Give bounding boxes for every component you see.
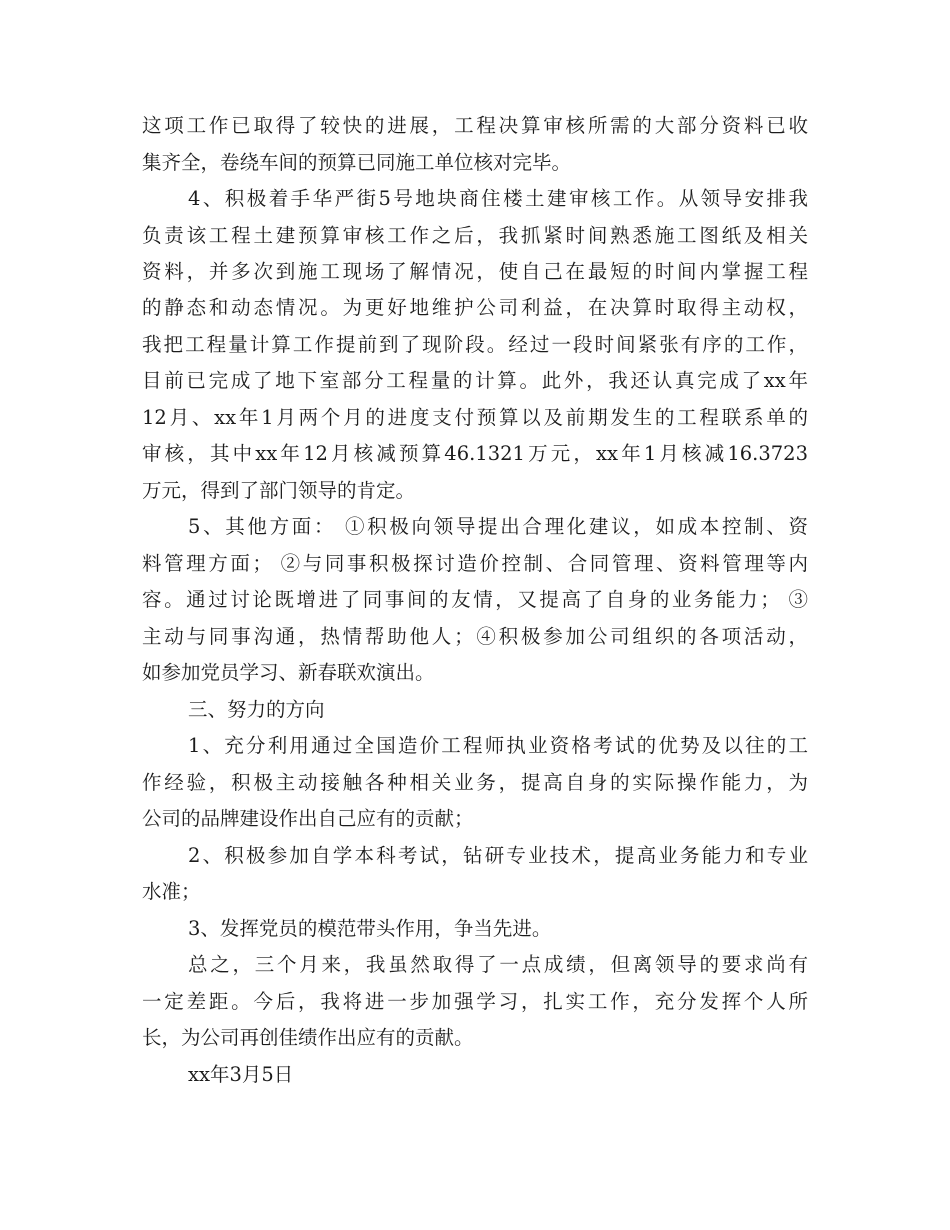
text-line: 的静态和动态情况。为更好地维护公司利益，在决算时取得主动权， [142, 296, 808, 319]
text-line: 主动与同事沟通，热情帮助他人；④积极参加公司组织的各项活动， [142, 625, 808, 648]
text-line: 3、发挥党员的模范带头作用，争当先进。 [188, 917, 552, 940]
text-line: 我把工程量计算工作提前到了现阶段。经过一段时间紧张有序的工作， [142, 333, 808, 356]
text-line: 公司的品牌建设作出自己应有的贡献； [142, 807, 474, 830]
text-line: 审核，其中xx年12月核减预算46.1321万元，xx年1月核减16.3723 [142, 442, 808, 465]
text-line: 负责该工程土建预算审核工作之后，我抓紧时间熟悉施工图纸及相关 [142, 224, 808, 247]
text-line: 12月、xx年1月两个月的进度支付预算以及前期发生的工程联系单的 [142, 406, 808, 429]
text-line: 资料，并多次到施工现场了解情况，使自己在最短的时间内掌握工程 [142, 260, 808, 283]
text-line: 作经验，积极主动接触各种相关业务，提高自身的实际操作能力，为 [142, 771, 808, 794]
text-line: 总之，三个月来，我虽然取得了一点成绩，但离领导的要求尚有 [188, 953, 808, 976]
text-line: 集齐全，卷绕车间的预算已同施工单位核对完毕。 [142, 151, 572, 174]
text-line: 一定差距。今后，我将进一步加强学习，扎实工作，充分发挥个人所 [142, 990, 808, 1013]
document-date: xx年3月5日 [188, 1063, 294, 1086]
text-line: 这项工作已取得了较快的进展，工程决算审核所需的大部分资料已收 [142, 114, 808, 137]
text-line: 料管理方面； ②与同事积极探讨造价控制、合同管理、资料管理等内 [142, 552, 808, 575]
text-line: 5、其他方面： ①积极向领导提出合理化建议，如成本控制、资 [188, 515, 808, 538]
text-line: 2、积极参加自学本科考试，钻研专业技术，提高业务能力和专业 [188, 844, 808, 867]
text-line: 目前已完成了地下室部分工程量的计算。此外，我还认真完成了xx年 [142, 369, 808, 392]
text-line: 4、积极着手华严街5号地块商住楼土建审核工作。从领导安排我 [188, 187, 808, 210]
text-line: 万元，得到了部门领导的肯定。 [142, 479, 416, 502]
text-line: 容。通过讨论既增进了同事间的友情，又提高了自身的业务能力； ③ [142, 588, 808, 611]
text-line: 长，为公司再创佳绩作出应有的贡献。 [142, 1026, 474, 1049]
text-line: 1、充分利用通过全国造价工程师执业资格考试的优势及以往的工 [188, 734, 808, 757]
text-line: 如参加党员学习、新春联欢演出。 [142, 661, 435, 684]
text-line: 水准； [142, 880, 201, 903]
section-heading: 三、努力的方向 [188, 698, 325, 721]
